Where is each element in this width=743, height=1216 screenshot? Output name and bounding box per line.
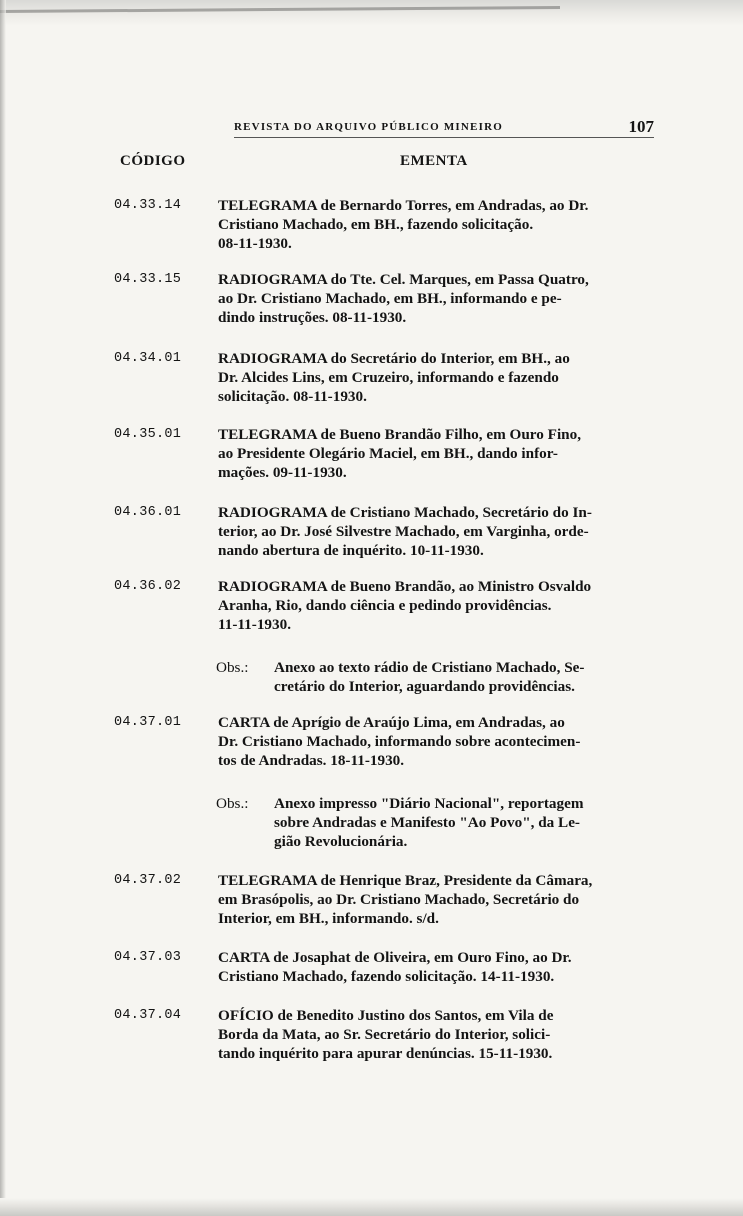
column-heading-code: CÓDIGO — [120, 153, 186, 169]
obs-label: Obs.: — [216, 659, 249, 676]
obs-label: Obs.: — [216, 795, 249, 812]
scan-edge-top — [0, 0, 743, 26]
entry-text: RADIOGRAMA do Secretário do Interior, em BH., ao Dr. Alcides Lins, em Cruzeiro, informando e fazendo solicitação. 08-11-1930. — [218, 350, 570, 405]
entry-code: 04.36.01 — [114, 505, 182, 520]
entry-code: 04.37.03 — [114, 950, 182, 965]
entry-text: RADIOGRAMA de Cristiano Machado, Secretário do In- terior, ao Dr. José Silvestre Machado, em Varginha, orde- nando abertura de inquérito. 10-11-1930. — [218, 504, 592, 559]
entry-text: OFÍCIO de Benedito Justino dos Santos, em Vila de Borda da Mata, ao Sr. Secretário do Interior, solici- tando inquérito para apurar denúncias. 15-11-1930. — [218, 1007, 554, 1062]
page-number: 107 — [628, 117, 654, 136]
obs-text: Anexo ao texto rádio de Cristiano Machado, Se- cretário do Interior, aguardando providências. — [274, 659, 585, 695]
scan-edge-bottom — [0, 1198, 743, 1216]
entry-code: 04.36.02 — [114, 579, 182, 594]
entry-code: 04.37.01 — [114, 715, 182, 730]
header-rule — [234, 137, 654, 138]
entry-text: CARTA de Josaphat de Oliveira, em Ouro Fino, ao Dr. Cristiano Machado, fazendo solicitação. 14-11-1930. — [218, 949, 572, 985]
running-title: REVISTA DO ARQUIVO PÚBLICO MINEIRO — [234, 121, 503, 133]
column-heading-ementa: EMENTA — [400, 153, 468, 169]
scan-edge-left — [0, 0, 6, 1216]
entry-text: TELEGRAMA de Bernardo Torres, em Andradas, ao Dr. Cristiano Machado, em BH., fazendo solicitação. 08-11-1930. — [218, 197, 589, 252]
running-header — [234, 117, 654, 139]
entry-code: 04.35.01 — [114, 427, 182, 442]
entry-code: 04.37.02 — [114, 873, 182, 888]
entry-text: TELEGRAMA de Henrique Braz, Presidente da Câmara, em Brasópolis, ao Dr. Cristiano Machado, Secretário do Interior, em BH., informando. s/d. — [218, 872, 593, 927]
entry-text: CARTA de Aprígio de Araújo Lima, em Andradas, ao Dr. Cristiano Machado, informando sobre acontecimen- tos de Andradas. 18-11-1930. — [218, 714, 581, 769]
entry-code: 04.37.04 — [114, 1008, 182, 1023]
entry-code: 04.33.14 — [114, 198, 182, 213]
entry-code: 04.33.15 — [114, 272, 182, 287]
entry-code: 04.34.01 — [114, 351, 182, 366]
entry-text: RADIOGRAMA de Bueno Brandão, ao Ministro Osvaldo Aranha, Rio, dando ciência e pedindo providências. 11-11-1930. — [218, 578, 592, 633]
entry-text: TELEGRAMA de Bueno Brandão Filho, em Ouro Fino, ao Presidente Olegário Maciel, em BH., dando infor- mações. 09-11-1930. — [218, 426, 582, 481]
obs-text: Anexo impresso "Diário Nacional", reportagem sobre Andradas e Manifesto "Ao Povo", da Le- gião Revolucionária. — [274, 795, 584, 850]
entry-text: RADIOGRAMA do Tte. Cel. Marques, em Passa Quatro, ao Dr. Cristiano Machado, em BH., informando e pe- dindo instruções. 08-11-1930. — [218, 271, 589, 326]
